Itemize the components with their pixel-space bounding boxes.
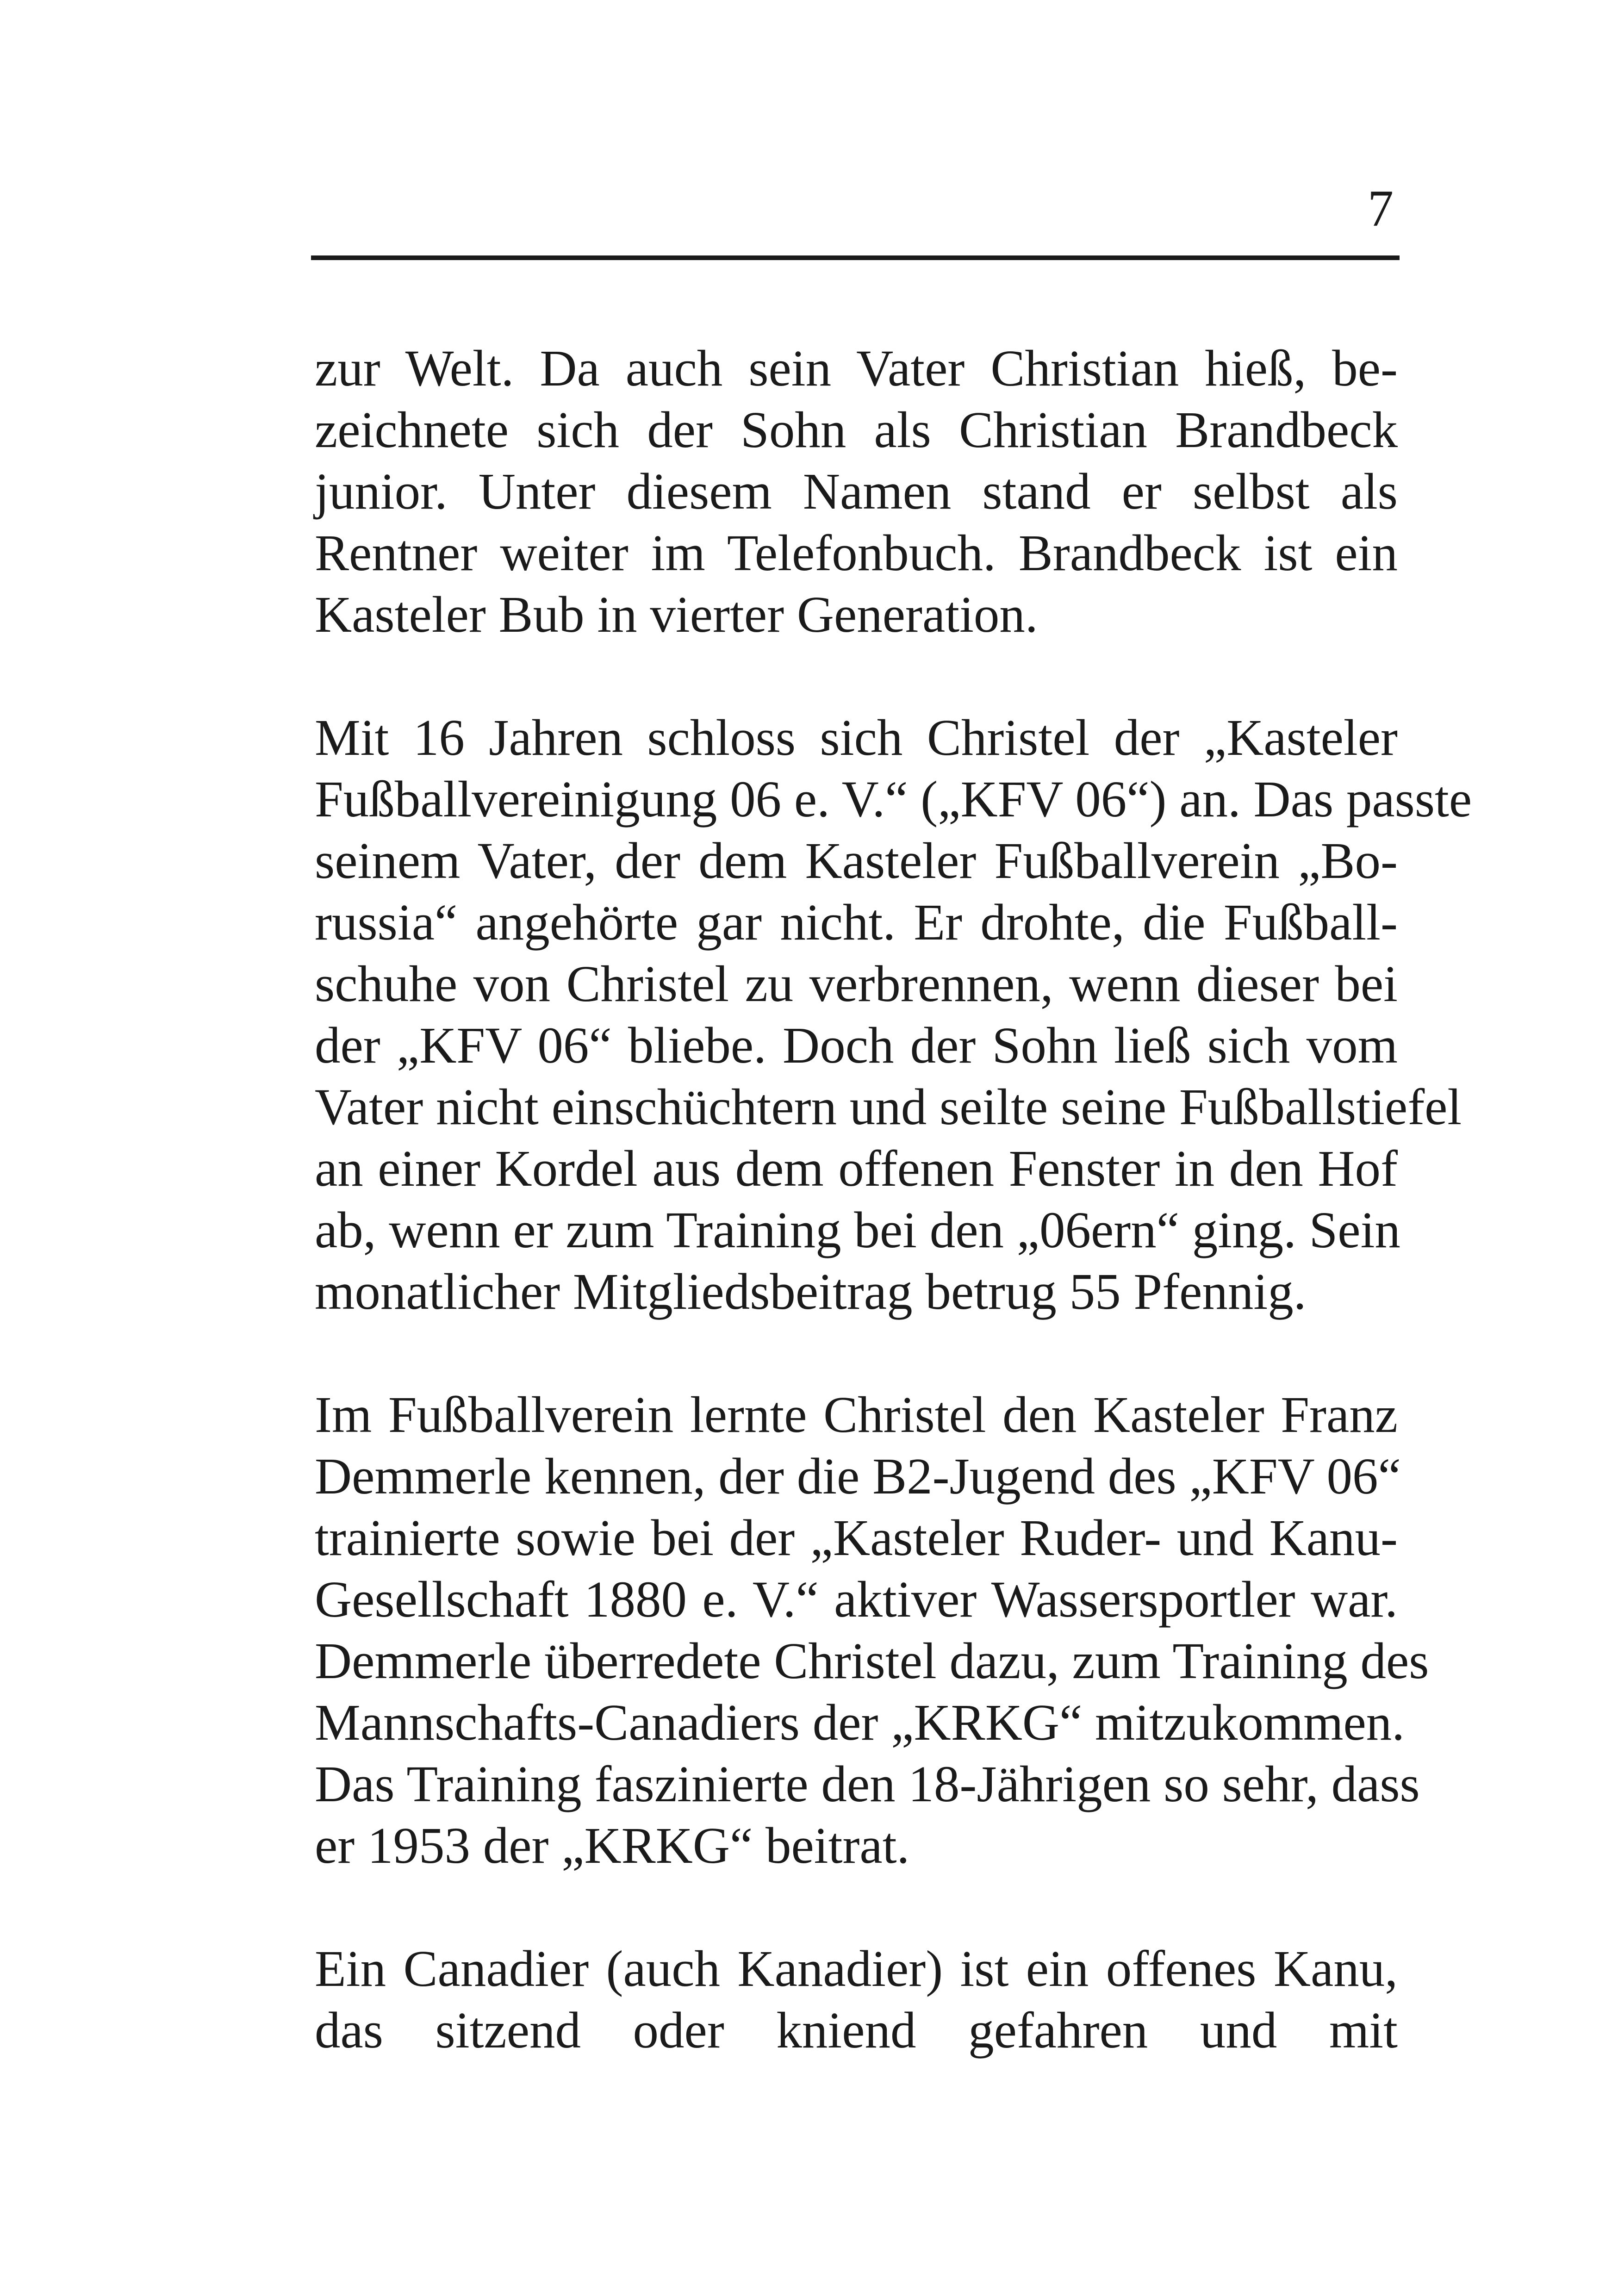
page-number: 7 <box>1368 180 1394 237</box>
text-line: zur Welt. Da auch sein Vater Christian hieß, be- <box>315 340 1398 397</box>
text-line: er 1953 der „KRKG“ beitrat. <box>315 1817 910 1874</box>
text-line: Das Training faszinierte den 18-Jährigen so sehr, dass <box>315 1756 1420 1813</box>
text-line: seinem Vater, der dem Kasteler Fußballverein „Bo- <box>315 833 1398 890</box>
text-line: schuhe von Christel zu verbrennen, wenn dieser bei <box>315 956 1398 1013</box>
text-line: Demmerle kennen, der die B2-Jugend des „KFV 06“ <box>315 1448 1401 1505</box>
text-line: an einer Kordel aus dem offenen Fenster in den Hof <box>315 1140 1398 1197</box>
text-line: Rentner weiter im Telefonbuch. Brandbeck ist ein <box>315 525 1398 582</box>
text-line: Demmerle überredete Christel dazu, zum Training des <box>315 1633 1429 1690</box>
text-line: Im Fußballverein lernte Christel den Kasteler Franz <box>315 1387 1398 1444</box>
text-line: Mannschafts-Canadiers der „KRKG“ mitzukommen. <box>315 1694 1405 1751</box>
text-line: das sitzend oder kniend gefahren und mit <box>315 2002 1398 2059</box>
text-line: Ein Canadier (auch Kanadier) ist ein offenes Kanu, <box>315 1941 1398 1997</box>
paragraph <box>315 707 1472 1323</box>
text-line: Kasteler Bub in vierter Generation. <box>315 586 1038 643</box>
header-rule <box>311 255 1400 260</box>
text-line: Gesellschaft 1880 e. V.“ aktiver Wassersportler war. <box>315 1571 1398 1628</box>
text-line: Vater nicht einschüchtern und seilte seine Fußballstiefel <box>315 1079 1462 1136</box>
text-line: junior. Unter diesem Namen stand er selbst als <box>315 463 1398 520</box>
text-line: der „KFV 06“ bliebe. Doch der Sohn ließ sich vom <box>315 1017 1398 1074</box>
text-line: trainierte sowie bei der „Kasteler Ruder- und Kanu- <box>315 1510 1398 1567</box>
text-line: monatlicher Mitgliedsbeitrag betrug 55 Pfennig. <box>315 1263 1307 1320</box>
text-line: zeichnete sich der Sohn als Christian Brandbeck <box>315 402 1398 459</box>
paragraph <box>315 1938 1398 2061</box>
paragraph <box>315 338 1398 646</box>
text-line: ab, wenn er zum Training bei den „06ern“ ging. Sein <box>315 1202 1400 1259</box>
text-line: Fußballvereinigung 06 e. V.“ („KFV 06“) an. Das passte <box>315 771 1472 828</box>
text-line: Mit 16 Jahren schloss sich Christel der „Kasteler <box>315 709 1398 766</box>
paragraph <box>315 1384 1429 1877</box>
body-text <box>315 338 1472 2123</box>
text-line: russia“ angehörte gar nicht. Er drohte, die Fußball- <box>315 894 1398 951</box>
